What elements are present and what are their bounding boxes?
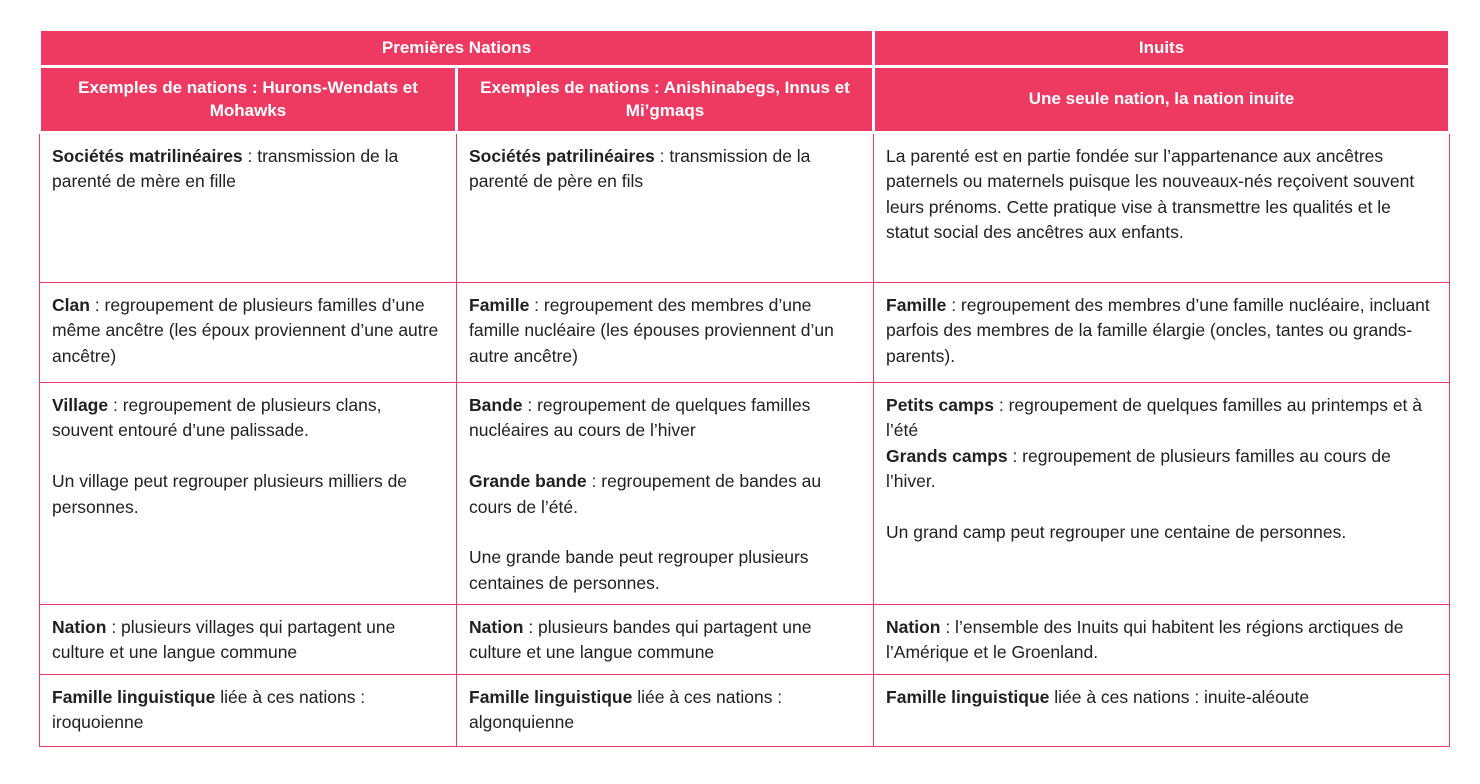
cell-paragraph: Petits camps : regroupement de quelques familles au printemps et à l’été [886,395,1423,441]
table-cell [40,383,457,605]
table-cell [457,605,874,675]
table-cell [874,133,1450,283]
cell-paragraph: Grands camps : regroupement de plusieurs familles au cours de l’hiver. [886,445,1391,492]
table-cell [457,133,874,283]
cell-paragraph: Un grand camp peut regrouper une centaine de personnes. [886,521,1347,542]
table-row [40,283,1450,383]
table-cell [874,383,1450,605]
cell-paragraph: La parenté est en partie fondée sur l’appartenance aux ancêtres paternels ou maternels puisque les nouveaux-nés reçoivent souvent leurs prénoms. Cette pratique vise à transmettre les qualités et le statut social des ancêtres aux enfants. [886,146,1415,243]
cell-paragraph: Famille linguistique liée à ces nations : iroquoienne [52,686,366,733]
group-header-row [40,30,1450,67]
comparison-table [38,28,1451,747]
table-cell [874,283,1450,383]
cell-paragraph: Sociétés matrilinéaires : transmission de la parenté de mère en fille [52,146,399,192]
table-row [40,605,1450,675]
table-cell [457,674,874,746]
table-row [40,674,1450,746]
group-header-premieres-nations: Premières Nations [40,30,874,67]
cell-paragraph: Village : regroupement de plusieurs clans, souvent entouré d’une palissade. [52,395,382,441]
table-row [40,133,1450,283]
table-cell [874,605,1450,675]
cell-paragraph [469,520,861,545]
table-cell [40,605,457,675]
table-header [40,30,1450,133]
cell-paragraph: Clan : regroupement de plusieurs familles d’une même ancêtre (les époux proviennent d’une autre ancêtre) [52,295,439,366]
table-body [40,133,1450,747]
table-cell [457,283,874,383]
table-cell [40,133,457,283]
cell-paragraph: Famille linguistique liée à ces nations : algonquienne [469,686,783,733]
cell-paragraph: Grande bande : regroupement de bandes au cours de l’été. [469,471,822,517]
table-cell [457,383,874,605]
subheader-row [40,67,1450,133]
cell-paragraph: Nation : plusieurs villages qui partagent une culture et une langue commune [52,617,396,663]
table-cell [40,674,457,746]
cell-paragraph: Un village peut regrouper plusieurs milliers de personnes. [52,471,408,517]
subheader-nation-inuite: Une seule nation, la nation inuite [874,67,1450,133]
cell-paragraph: Nation : plusieurs bandes qui partagent une culture et une langue commune [469,617,812,663]
cell-paragraph [886,495,1437,520]
cell-paragraph [52,444,444,469]
table-cell [874,674,1450,746]
cell-paragraph: Famille : regroupement des membres d’une famille nucléaire (les épouses proviennent d’un autre ancêtre) [469,295,834,366]
cell-paragraph: Famille linguistique liée à ces nations : inuite-aléoute [886,686,1310,707]
cell-paragraph: Sociétés patrilinéaires : transmission de la parenté de père en fils [469,146,811,192]
cell-paragraph [469,444,861,469]
table-row [40,383,1450,605]
subheader-anishinabegs-innus-migmaqs: Exemples de nations : Anishinabegs, Innus et Mi’gmaqs [457,67,874,133]
cell-paragraph: Famille : regroupement des membres d’une famille nucléaire, incluant parfois des membres de la famille élargie (oncles, tantes ou grands-parents). [886,295,1430,366]
cell-paragraph: Bande : regroupement de quelques familles nucléaires au cours de l’hiver [469,395,811,441]
cell-paragraph: Nation : l’ensemble des Inuits qui habitent les régions arctiques de l’Amérique et le Groenland. [886,617,1404,663]
table-cell [40,283,457,383]
cell-paragraph: Une grande bande peut regrouper plusieurs centaines de personnes. [469,547,809,593]
subheader-hurons-wendats-mohawks: Exemples de nations : Hurons-Wendats et Mohawks [40,67,457,133]
group-header-inuits: Inuits [874,30,1450,67]
